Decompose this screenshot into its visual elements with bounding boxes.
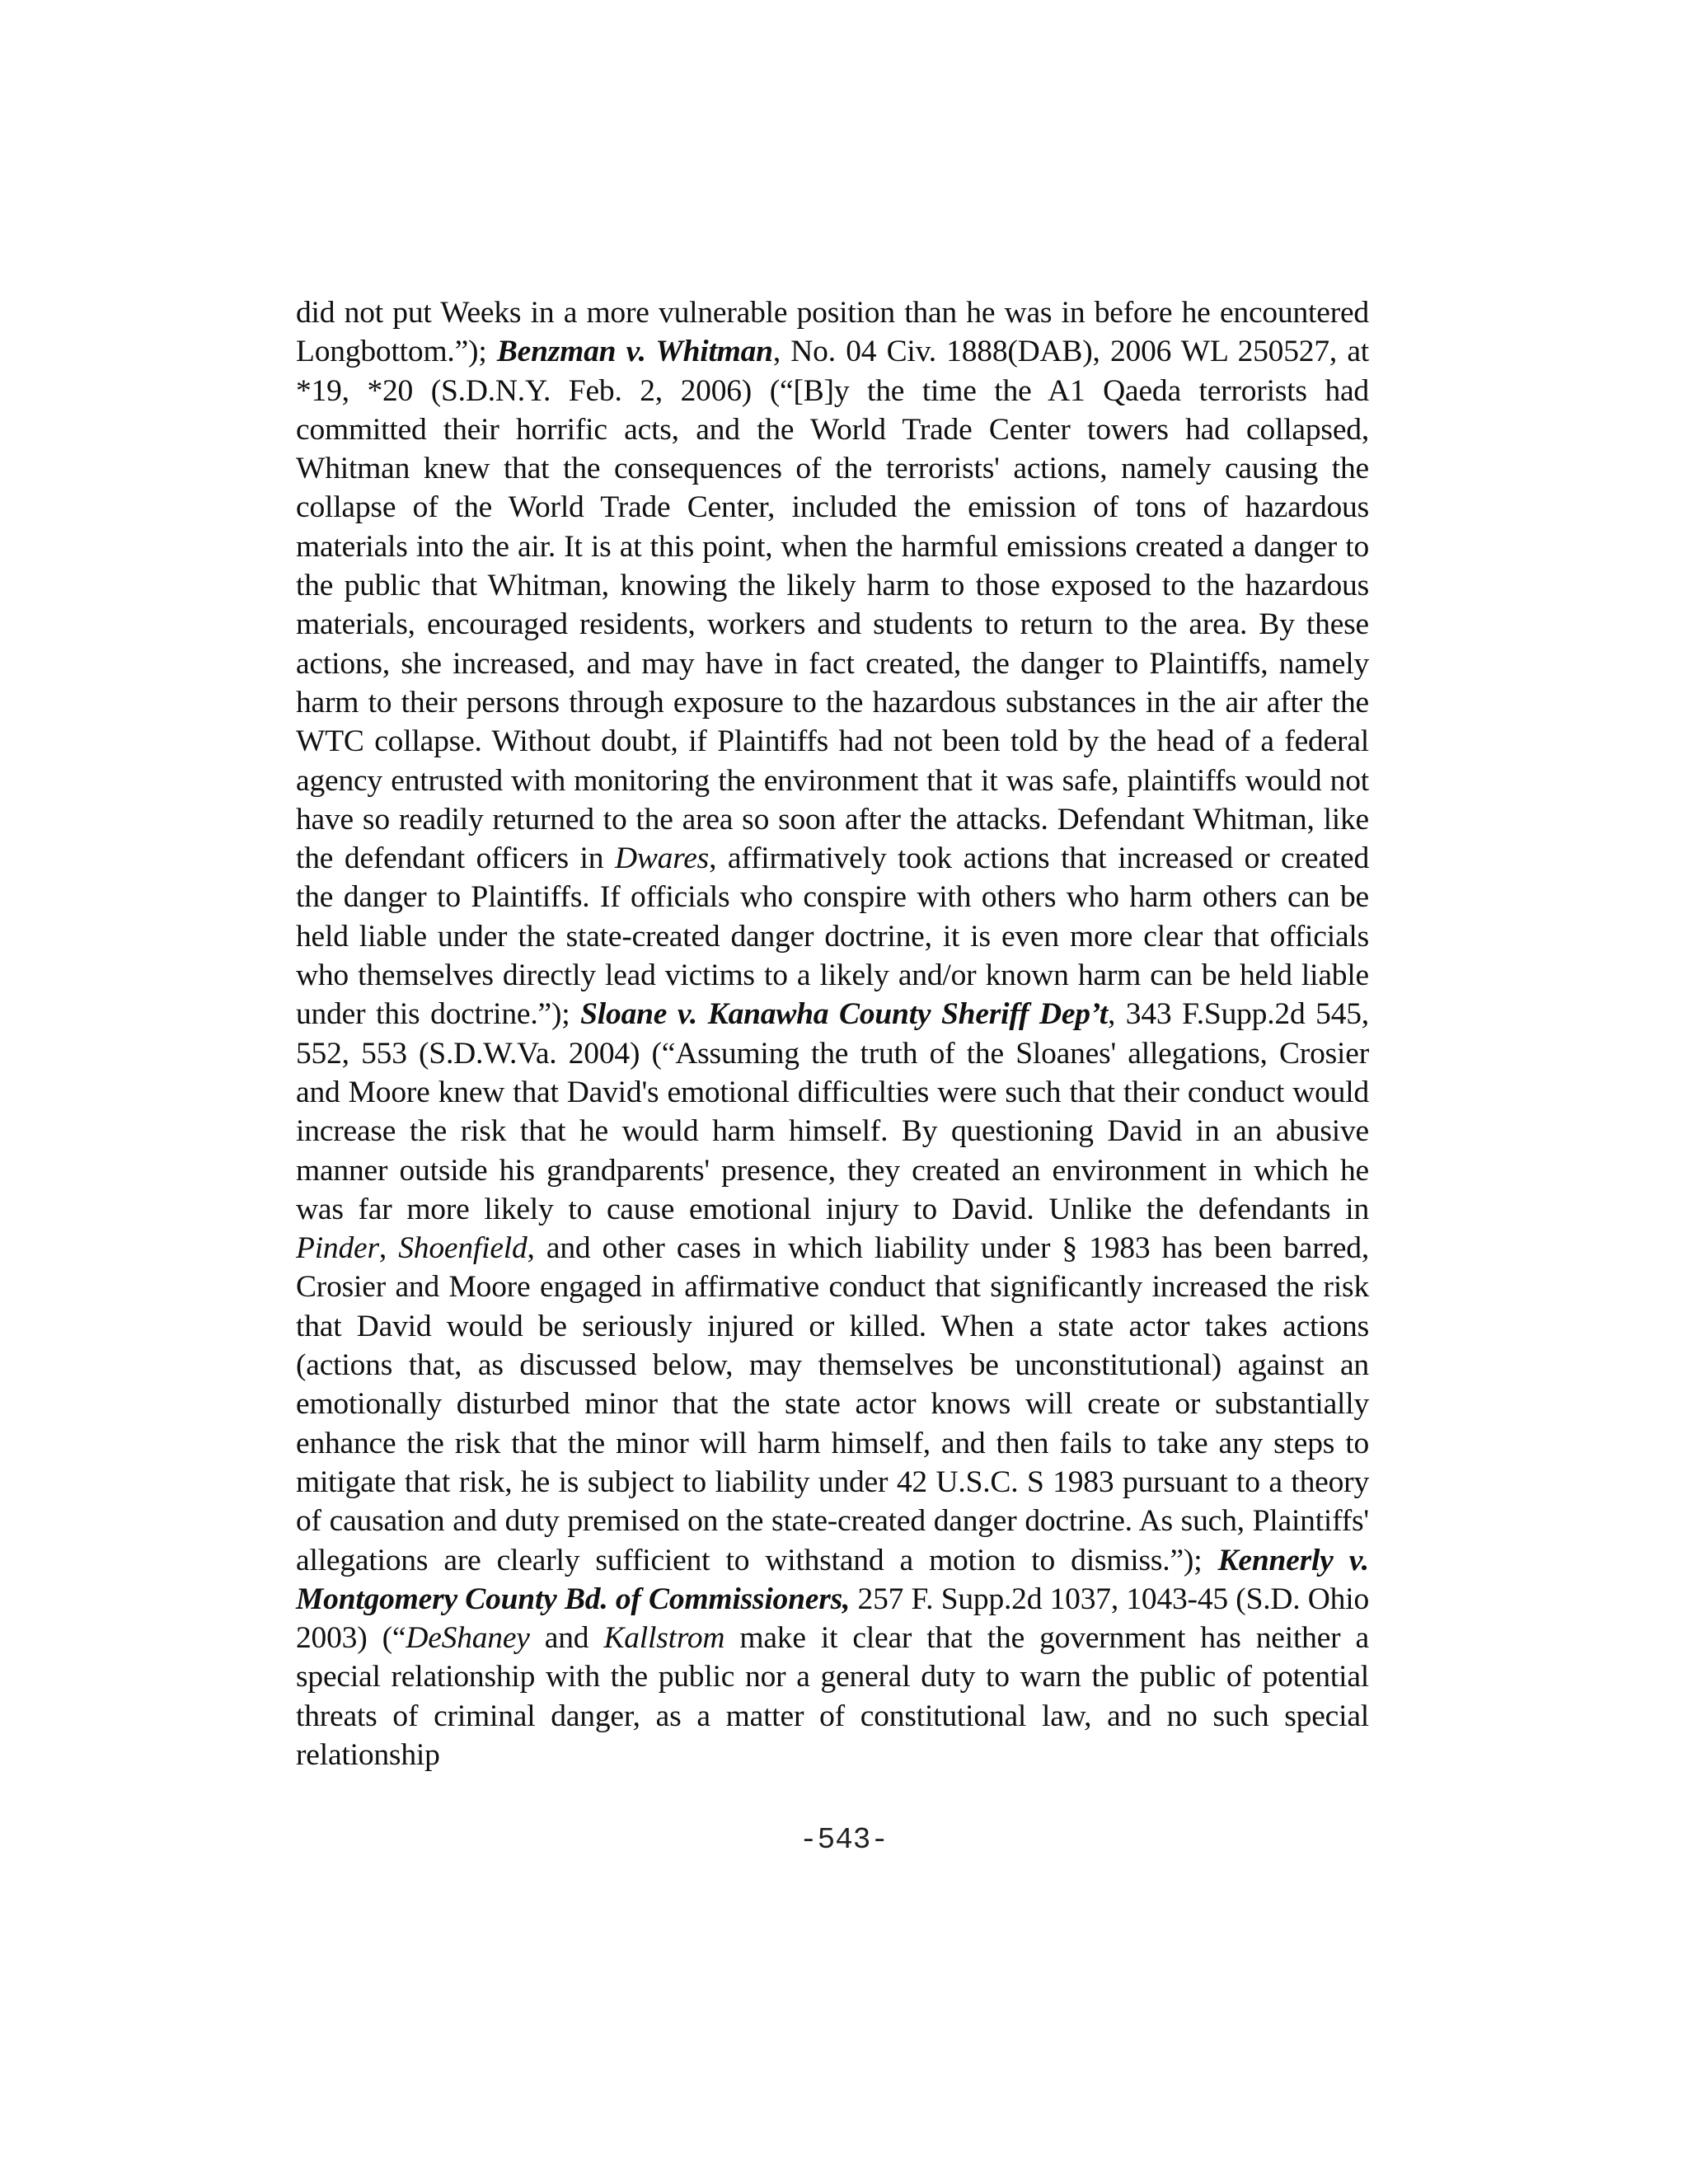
body-text-run: 257 F. Supp.2d 1037, 1043-45 (S.D. Ohio 2003) (“ [296, 1582, 1370, 1656]
italic-case-reference: DeShaney [406, 1621, 530, 1656]
italic-case-reference: Kallstrom [603, 1621, 725, 1656]
body-text [296, 293, 1369, 1774]
italic-case-reference: Shoenfield [398, 1231, 528, 1266]
body-text-run: and [529, 1621, 604, 1656]
case-citation-name: Sloane v. Kanawha County Sheriff Dep’t [580, 997, 1108, 1032]
italic-case-reference: Pinder [296, 1231, 379, 1266]
page-number: -543- [799, 1823, 889, 1857]
body-text-run: , and other cases in which liability under § 1983 has been barred, Crosier and Moore engaged in affirmative conduct that significantly increased the risk that David would be seriously injured or killed. When a state actor takes actions (actions that, as discussed below, may themselves be unconstitutional) against an emotionally disturbed minor that the state actor knows will create or substantially enhance the risk that the minor will harm himself, and then fails to take any steps to mitigate that risk, he is subject to liability under 42 U.S.C. S 1983 pursuant to a theory of causation and duty premised on the state-created danger doctrine. As such, Plaintiffs' allegations are clearly sufficient to withstand a motion to dismiss.”); [296, 1231, 1369, 1577]
case-citation-name: Kennerly v. Montgomery County Bd. of Commissioners, [296, 1543, 1369, 1616]
italic-case-reference: Dwares [614, 841, 710, 876]
body-text-run: , No. 04 Civ. 1888(DAB), 2006 WL 250527, at *19, *20 (S.D.N.Y. Feb. 2, 2006) (“[B]y the time the A1 Qaeda terrorists had committed their horrific acts, and the World Trade Center towers had collapsed, Whitman knew that the consequences of the terrorists' actions, namely causing the collapse of the World Trade Center, included the emission of tons of hazardous materials into the air. It is at this point, when the harmful emissions created a danger to the public that Whitman, knowing the likely harm to those exposed to the hazardous materials, encouraged residents, workers and students to return to the area. By these actions, she increased, and may have in fact created, the danger to Plaintiffs, namely harm to their persons through exposure to the hazardous substances in the air after the WTC collapse. Without doubt, if Plaintiffs had not been told by the head of a federal agency entrusted with monitoring the environment that it was safe, plaintiffs would not have so readily returned to the area so soon after the attacks. Defendant Whitman, like the defendant officers in [296, 335, 1369, 876]
body-text-run: , 343 F.Supp.2d 545, 552, 553 (S.D.W.Va. 2004) (“Assuming the truth of the Sloanes' allegations, Crosier and Moore knew that David's emotional difficulties were such that their conduct would increase the risk that he would harm himself. By questioning David in an abusive manner outside his grandparents' presence, they created an environment in which he was far more likely to cause emotional injury to David. Unlike the defendants in [296, 997, 1369, 1226]
case-citation-name: Benzman v. Whitman [496, 335, 773, 369]
body-text-run: did not put Weeks in a more vulnerable position than he was in before he encountered Longbottom.”); [296, 296, 1369, 369]
body-text-run: make it clear that the government has neither a special relationship with the public nor a general duty to warn the public of potential threats of criminal danger, as a matter of constitutional law, and no such special relationship [296, 1621, 1369, 1772]
body-text-run: , affirmatively took actions that increased or created the danger to Plaintiffs. If officials who conspire with others who harm others can be held liable under the state-created danger doctrine, it is even more clear that officials who themselves directly lead victims to a likely and/or known harm can be held liable under this doctrine.”); [296, 841, 1369, 1032]
body-text-run: , [378, 1231, 399, 1266]
